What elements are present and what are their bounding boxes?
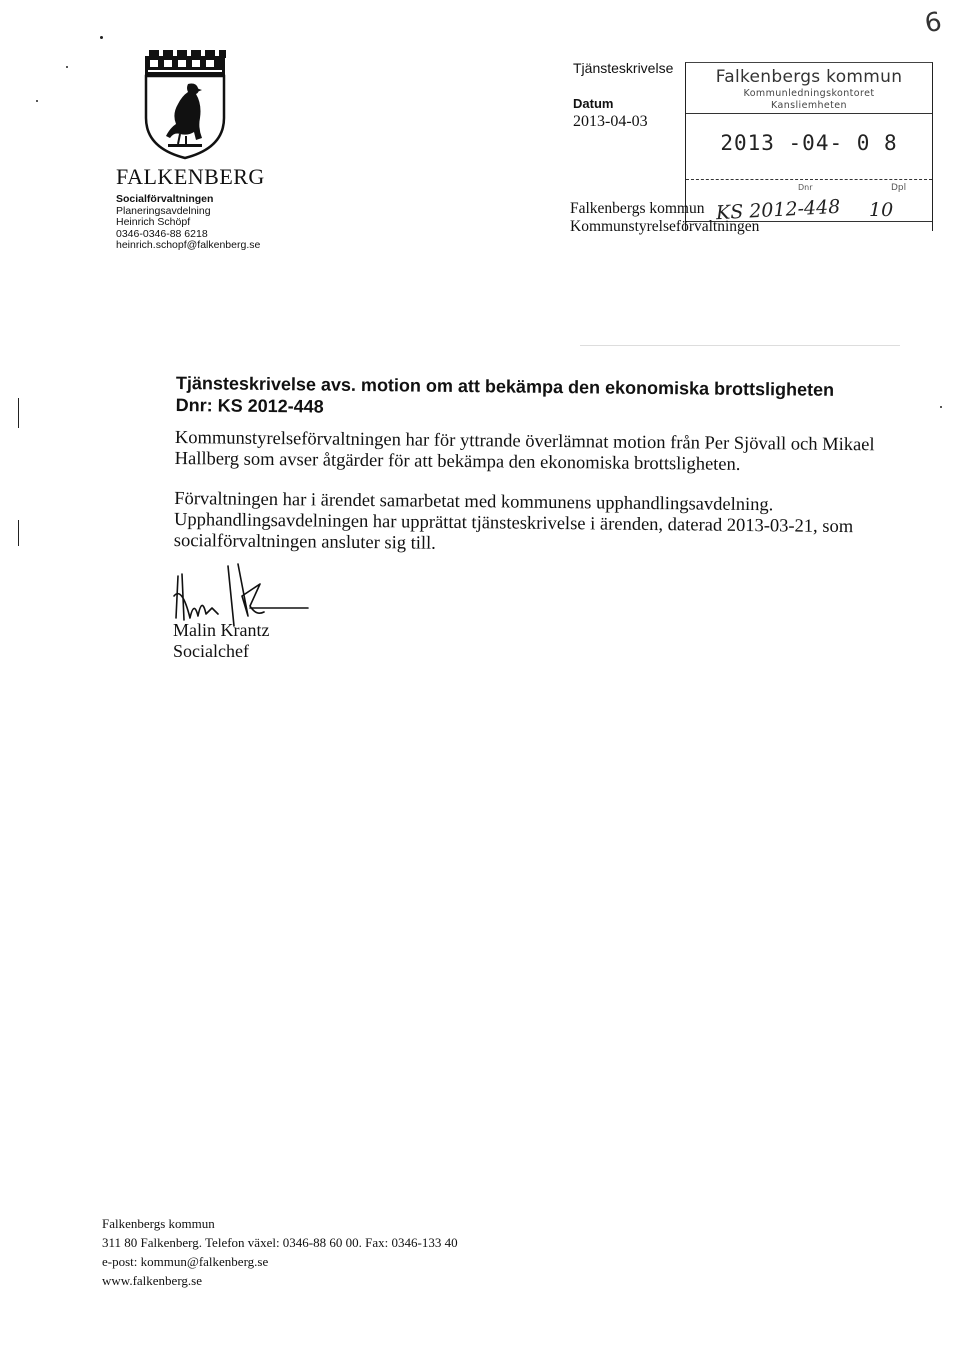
scan-speck	[36, 100, 38, 102]
scan-shadow-line	[580, 345, 900, 346]
scan-speck	[940, 406, 942, 408]
stamp-divider	[686, 179, 932, 180]
scan-speck	[18, 520, 19, 546]
scan-speck	[100, 36, 103, 39]
municipality-name: FALKENBERG	[116, 164, 265, 189]
body-paragraph-1: Kommunstyrelseförvaltningen har för yttrande överlämnat motion från Per Sjövall och Mikael Hallberg som avser åtgärder för att bekämpa den ekonomiska brottsligheten.	[174, 428, 875, 475]
signatory-block	[173, 620, 269, 662]
title-line-1: Tjänsteskrivelse avs. motion om att bekämpa den ekonomiska brottsligheten	[175, 372, 835, 400]
footer	[102, 1214, 458, 1290]
signatory-role: Socialchef	[173, 641, 249, 661]
body-paragraph-2: Förvaltningen har i ärendet samarbetat med kommunens upphandlingsavdelning. Upphandlingsavdelningen har upprättat tjänsteskrivelse i ärenden, daterad 2013-03-21, som socialförvaltningen ansluter sig till.	[173, 488, 854, 554]
stamp-organization: Falkenbergs kommun	[715, 67, 903, 87]
sender-block	[116, 194, 260, 252]
contact-phone: 0346-0346-88 6218	[116, 227, 208, 240]
footer-organization: Falkenbergs kommun	[102, 1216, 215, 1231]
department-name: Socialförvaltningen	[116, 193, 214, 205]
scan-speck	[18, 398, 19, 428]
stamp-date: 2013 -04- 0 8	[720, 131, 898, 155]
stamp-office: Kommunledningskontoret	[743, 88, 875, 99]
recipient-line-2: Kommunstyrelseförvaltningen	[570, 218, 760, 235]
document-type: Tjänsteskrivelse	[573, 60, 674, 76]
footer-email: e-post: kommun@falkenberg.se	[102, 1254, 269, 1269]
handwritten-case-number: KS 2012-448	[715, 195, 841, 225]
stamp-dpl-label: Dpl	[891, 183, 907, 193]
recipient-block	[570, 200, 759, 236]
recipient-line-1: Falkenbergs kommun	[570, 200, 705, 217]
footer-website: www.falkenberg.se	[102, 1273, 202, 1288]
footer-address: 311 80 Falkenberg. Telefon växel: 0346-88 60 00. Fax: 0346-133 40	[102, 1235, 458, 1250]
date-label: Datum	[573, 96, 614, 111]
falkenberg-coat-of-arms-logo	[140, 48, 230, 160]
handwritten-dpl: 10	[869, 199, 894, 221]
stamp-unit: Kansliemheten	[771, 100, 847, 111]
unit-name: Planeringsavdelning	[116, 204, 211, 217]
date-value: 2013-04-03	[573, 113, 648, 130]
page-number-mark: 6	[922, 6, 945, 40]
title-line-2: Dnr: KS 2012-448	[175, 394, 324, 417]
contact-email: heinrich.schopf@falkenberg.se	[116, 239, 261, 251]
signatory-name: Malin Krantz	[173, 620, 270, 640]
scan-speck	[66, 66, 68, 68]
document-title	[176, 372, 835, 423]
stamp-divider	[686, 113, 932, 114]
stamp-dnr-label: Dnr	[798, 183, 813, 192]
contact-name: Heinrich Schöpf	[116, 216, 191, 228]
